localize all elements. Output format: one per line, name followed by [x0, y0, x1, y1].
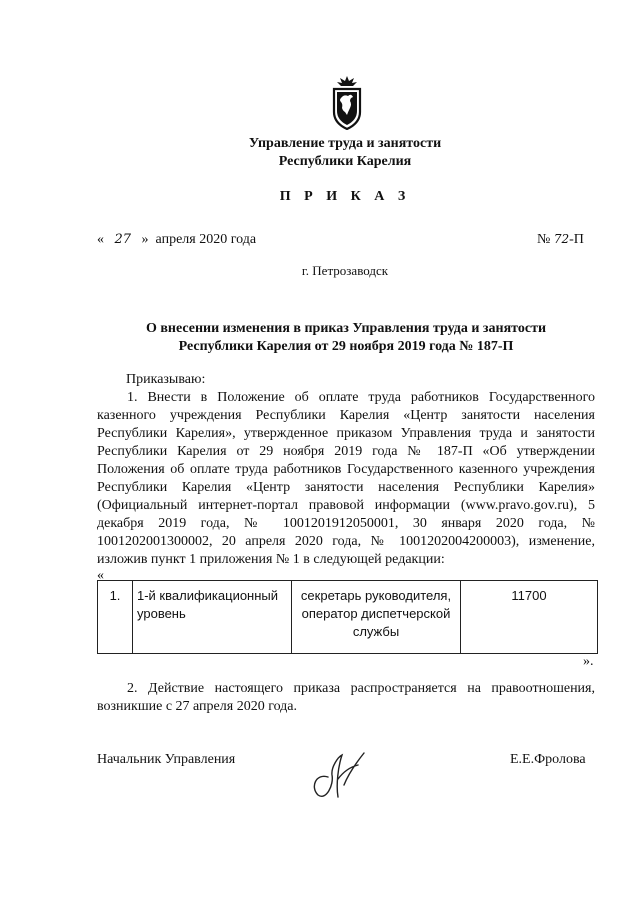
- table-close-quote: ».: [583, 654, 594, 669]
- paragraph-2: 2. Действие настоящего приказа распространяется на правоотношения, возникшие с 27 апреля 2020 года.: [97, 681, 595, 714]
- karelia-coat-of-arms-icon: [330, 76, 364, 130]
- table-cell-level: 1-й квалификационный уровень: [133, 581, 292, 654]
- table-cell-number: 1.: [98, 581, 133, 654]
- signatory-name: Е.Е.Фролова: [510, 752, 586, 767]
- document-date: [97, 232, 256, 248]
- table-cell-salary: 11700: [461, 581, 598, 654]
- signatory-title: Начальник Управления: [97, 752, 236, 767]
- subject-line2: Республики Карелия от 29 ноября 2019 года № 187-П: [178, 339, 514, 354]
- handwritten-signature: [298, 745, 378, 805]
- document-number: [537, 232, 584, 248]
- date-open-quote: «: [97, 232, 104, 247]
- number-sign: №: [537, 232, 551, 247]
- date-day-handwritten: 27: [114, 232, 132, 247]
- salary-table: [97, 580, 598, 654]
- number-handwritten: 72: [553, 232, 570, 246]
- table-row: [98, 581, 598, 654]
- date-month-year: апреля 2020 года: [155, 232, 257, 247]
- date-close-quote: »: [141, 232, 149, 247]
- organization-name-line1: Управление труда и занятости: [248, 136, 442, 151]
- city: г. Петрозаводск: [301, 263, 389, 278]
- subject-line1: О внесении изменения в приказ Управления труда и занятости: [145, 321, 547, 336]
- document-type: П Р И К А З: [279, 189, 411, 204]
- paragraph-1: 1. Внести в Положение об оплате труда работников Государственного казенного учреждения Республики Карелия «Центр занятости населения Республики Карелия», утвержденное приказом Управления труда и занятости Республики Карелия от 29 ноября 2019 года № 187-П «Об утверждении Положения об оплате труда работников Государственного казенного учреждения Республики Карелия «Центр занятости населения Республики Карелия» (Официальный интернет-портал правовой информации (www.pravo.gov.ru), 5 декабря 2019 года, № 1001201912050001, 30 января 2020 года, № 1001202001300002, 20 апреля 2020 года, № 1001202004200003), изменение, изложив пункт 1 приложения № 1 в следующей редакции:: [97, 390, 595, 567]
- organization-name-line2: Республики Карелия: [278, 154, 412, 169]
- table-cell-positions: секретарь руководителя, оператор диспетчерской службы: [292, 581, 461, 654]
- order-word: Приказываю:: [126, 372, 206, 387]
- table-open-quote: «: [97, 568, 104, 583]
- number-suffix: -П: [569, 232, 584, 247]
